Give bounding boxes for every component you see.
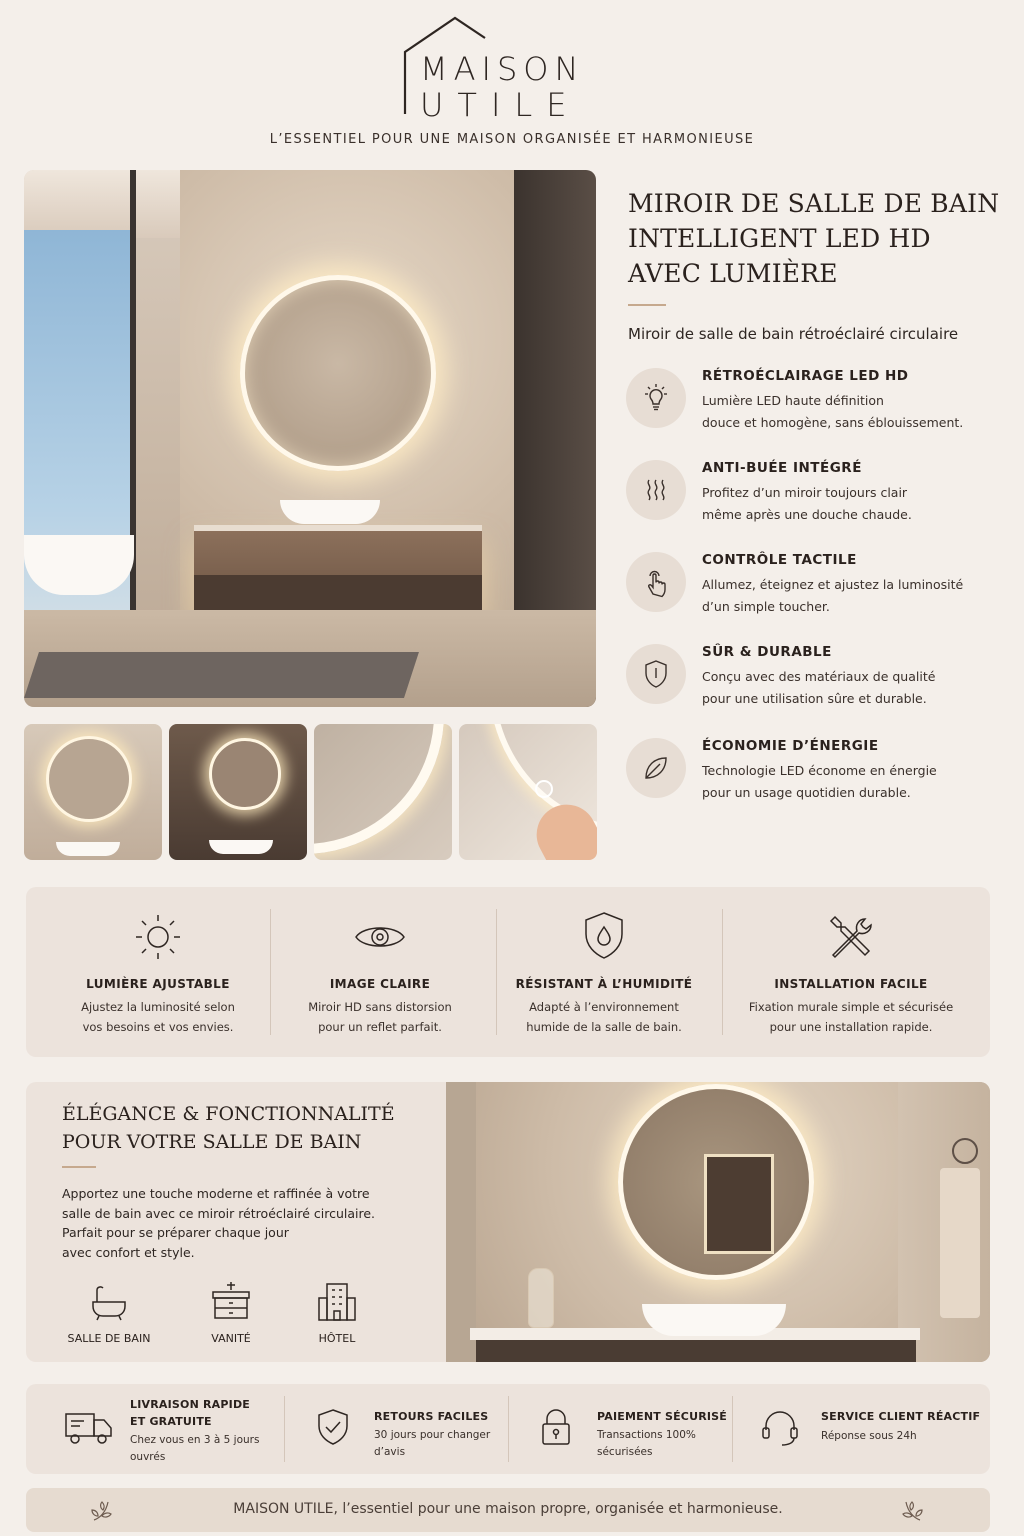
use-case-hotel (282, 1280, 392, 1350)
service-divider (732, 1396, 733, 1462)
footer-banner (26, 1488, 990, 1532)
steam-icon (626, 460, 686, 520)
service-divider (284, 1396, 285, 1462)
feature-description (702, 760, 1002, 804)
benefit-divider (722, 909, 723, 1035)
brand-name-line1: MAISON (420, 50, 585, 88)
feature-touch-control (626, 552, 1006, 632)
elegance-section (26, 1082, 990, 1362)
service-description-line: Transactions 100% (597, 1429, 696, 1441)
service-description-line: ouvrés (130, 1451, 166, 1463)
product-subtitle: Miroir de salle de bain rétroéclairé circulaire (628, 325, 959, 343)
benefit-humidity-resistant (484, 887, 724, 1057)
benefit-description-line: Ajustez la luminosité selon (81, 1000, 235, 1014)
leaf-branch-icon (898, 1496, 926, 1524)
benefit-description-line: Fixation murale simple et sécurisée (748, 1000, 954, 1014)
shield-check-icon (308, 1408, 358, 1448)
feature-title: ANTI-BUÉE INTÉGRÉ (702, 460, 862, 476)
service-description-line: Réponse sous 24h (821, 1430, 917, 1442)
scene-wall-edge (446, 1082, 476, 1362)
feature-safe-durable (626, 644, 1006, 724)
benefit-description-line: pour une installation rapide. (769, 1020, 933, 1034)
scene-basin (280, 500, 380, 524)
benefit-clear-image (260, 887, 500, 1057)
thumbnail-1[interactable] (24, 724, 162, 860)
service-title-line: RETOURS FACILES (374, 1410, 489, 1423)
thumbnail-mirror-edge (314, 724, 444, 854)
service-description-line: sécurisées (597, 1446, 653, 1458)
service-customer-support (755, 1384, 985, 1474)
service-description-line: 30 jours pour changer (374, 1429, 491, 1441)
feature-description-line: Profitez d’un miroir toujours clair (702, 485, 908, 500)
feature-description (702, 574, 1002, 618)
truck-icon (64, 1408, 114, 1448)
thumbnail-mirror (209, 738, 281, 810)
feature-description-line: Conçu avec des matériaux de qualité (702, 669, 936, 684)
feature-led-backlight (626, 368, 1006, 448)
brand-tagline: L’ESSENTIEL POUR UNE MAISON ORGANISÉE ET HARMONIEUSE (269, 132, 755, 147)
scene-towel (940, 1168, 980, 1318)
benefit-title: LUMIÈRE AJUSTABLE (86, 977, 230, 991)
scene-led-mirror (240, 275, 436, 471)
feature-description-line: pour une utilisation sûre et durable. (702, 691, 927, 706)
service-description-line: d’avis (374, 1446, 406, 1458)
product-title (628, 186, 1008, 291)
tools-icon (731, 909, 971, 965)
benefit-description (38, 997, 278, 1037)
benefit-title: RÉSISTANT À L’HUMIDITÉ (515, 977, 693, 991)
benefit-description-line: Miroir HD sans distorsion (308, 1000, 452, 1014)
service-title-line: LIVRAISON RAPIDE (130, 1398, 250, 1411)
benefit-title: IMAGE CLAIRE (329, 977, 431, 991)
feature-description-line: Allumez, éteignez et ajustez la luminosité (702, 577, 964, 592)
sun-icon (38, 909, 278, 965)
elegance-title-line: ÉLÉGANCE & FONCTIONNALITÉ (62, 1103, 395, 1125)
feature-description-line: Lumière LED haute définition (702, 393, 884, 408)
main-product-image[interactable] (24, 170, 596, 707)
scene-mirror-reflection (704, 1154, 774, 1254)
feature-description-line: Technologie LED économe en énergie (702, 763, 937, 778)
feature-title: SÛR & DURABLE (702, 644, 832, 660)
benefit-adjustable-light (38, 887, 278, 1057)
feature-description (702, 390, 1002, 434)
touch-button-icon (535, 780, 553, 798)
scene-vanity (476, 1340, 916, 1362)
service-returns (308, 1384, 528, 1474)
eye-icon (260, 909, 500, 965)
scene-rug (24, 652, 419, 698)
service-description (597, 1427, 767, 1461)
feature-energy-saving (626, 738, 1006, 818)
elegance-title (62, 1100, 442, 1156)
elegance-divider (62, 1166, 96, 1168)
use-case-vanity (176, 1280, 286, 1350)
thumbnail-basin (56, 842, 120, 856)
footer-brand: MAISON UTILE (233, 1501, 334, 1517)
elegance-description-line: avec confort et style. (62, 1244, 195, 1260)
use-case-label: HÔTEL (318, 1332, 356, 1345)
feature-title: CONTRÔLE TACTILE (702, 552, 857, 568)
benefit-easy-installation (731, 887, 971, 1057)
benefit-description (260, 997, 500, 1037)
feature-title: ÉCONOMIE D’ÉNERGIE (702, 738, 879, 754)
use-case-bathroom (54, 1280, 164, 1350)
feature-anti-fog (626, 460, 1006, 540)
lifestyle-image[interactable] (446, 1082, 990, 1362)
lightbulb-icon (626, 368, 686, 428)
scene-bathtub (24, 535, 134, 595)
touch-hand-icon (626, 552, 686, 612)
service-description (374, 1427, 544, 1461)
brand-name-line2: UTILE (420, 86, 581, 124)
benefit-description-line: Adapté à l’environnement (529, 1000, 679, 1014)
benefit-description-line: vos besoins et vos envies. (82, 1020, 234, 1034)
services-bar (26, 1384, 990, 1474)
feature-description-line: douce et homogène, sans éblouissement. (702, 415, 964, 430)
benefit-description-line: pour un reflet parfait. (318, 1020, 442, 1034)
feature-description (702, 482, 1002, 526)
benefit-description-line: humide de la salle de bain. (526, 1020, 682, 1034)
elegance-description-line: Parfait pour se préparer chaque jour (62, 1225, 289, 1240)
thumbnail-4[interactable] (459, 724, 597, 860)
use-case-label: SALLE DE BAIN (67, 1332, 151, 1345)
service-title (821, 1408, 991, 1425)
service-title-line: PAIEMENT SÉCURISÉ (597, 1410, 728, 1423)
elegance-description-line: Apportez une touche moderne et raffinée à votre (62, 1186, 370, 1201)
bathtub-icon (54, 1280, 164, 1324)
elegance-title-line: POUR VOTRE SALLE DE BAIN (62, 1131, 362, 1153)
elegance-description (62, 1184, 382, 1262)
shield-drop-icon (484, 909, 724, 965)
service-delivery (64, 1384, 294, 1474)
vanity-icon (176, 1280, 286, 1324)
leaf-icon (626, 738, 686, 798)
service-description-line: Chez vous en 3 à 5 jours (130, 1434, 260, 1446)
service-title-line: SERVICE CLIENT RÉACTIF (821, 1410, 981, 1423)
service-title-line: ET GRATUITE (130, 1415, 212, 1428)
feature-description-line: d’un simple toucher. (702, 599, 830, 614)
feature-description-line: même après une douche chaude. (702, 507, 912, 522)
service-title (374, 1408, 544, 1425)
elegance-description-line: salle de bain avec ce miroir rétroéclairé circulaire. (62, 1205, 376, 1221)
thumbnail-3[interactable] (314, 724, 452, 860)
benefit-description (484, 997, 724, 1037)
service-description (130, 1432, 300, 1466)
towel-ring-icon (952, 1138, 978, 1164)
product-title-line: AVEC LUMIÈRE (628, 259, 838, 288)
benefits-bar (26, 887, 990, 1057)
feature-title: RÉTROÉCLAIRAGE LED HD (702, 368, 909, 384)
headset-icon (755, 1408, 805, 1448)
service-secure-payment (531, 1384, 751, 1474)
title-divider (628, 304, 666, 306)
service-description (821, 1428, 991, 1445)
thumbnail-basin (209, 840, 273, 854)
benefit-title: INSTALLATION FACILE (774, 977, 928, 991)
scene-vanity-shelf (194, 575, 482, 610)
product-title-line: MIROIR DE SALLE DE BAIN (628, 189, 1000, 218)
brand-logo[interactable] (0, 14, 1024, 152)
service-title (130, 1396, 300, 1430)
service-divider (508, 1396, 509, 1462)
shield-icon (626, 644, 686, 704)
feature-description (702, 666, 1002, 710)
service-title (597, 1408, 767, 1425)
use-case-label: VANITÉ (211, 1332, 251, 1345)
thumbnail-gallery (24, 724, 596, 860)
thumbnail-2[interactable] (169, 724, 307, 860)
thumbnail-mirror (46, 736, 132, 822)
hotel-icon (282, 1280, 392, 1324)
footer-text (26, 1501, 990, 1517)
benefit-description (731, 997, 971, 1037)
product-title-line: INTELLIGENT LED HD (628, 224, 931, 253)
padlock-icon (531, 1408, 581, 1448)
feature-description-line: pour un usage quotidien durable. (702, 785, 911, 800)
scene-vase (528, 1268, 554, 1328)
scene-basin (642, 1304, 786, 1336)
footer-tagline: , l’essentiel pour une maison propre, organisée et harmonieuse. (333, 1501, 783, 1517)
